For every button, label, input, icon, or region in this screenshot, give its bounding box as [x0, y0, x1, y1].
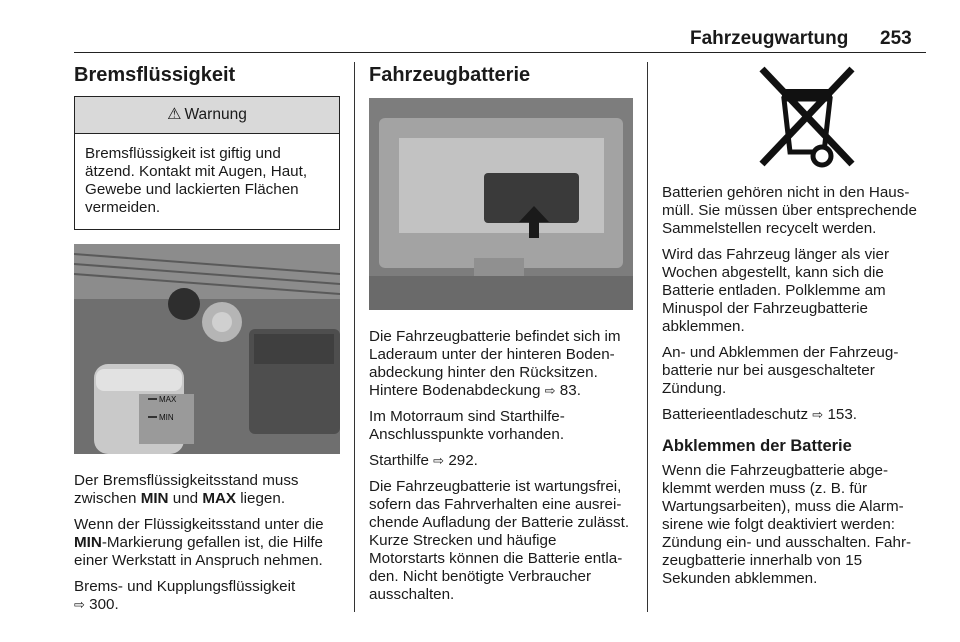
paragraph-maintenance-free: Die Fahrzeugbatterie ist wartungsfrei, sofern das Fahrverhalten eine ausreichende Aufladung der Batterie zulässt. Kurze Strecken und häufige Motorstarts können die Batterie entladen. Nicht benötigte Verbraucher ausschalten.: [369, 478, 630, 603]
brake-fluid-reservoir-photo: [74, 244, 340, 454]
warning-triangle-icon: ⚠: [167, 106, 182, 123]
paragraph-disconnect: Wenn die Fahrzeugbatterie abgeklemmt werden muss (z. B. für Wartungsarbeiten), muss die Alarmsirene wie folgt deaktiviert werden: Zündung ein- und ausschalten. Fahrzeugbatterie innerhalb von 15 Sekunden abklemmen.: [662, 462, 912, 587]
column-brake-fluid: [74, 62, 340, 622]
paragraph-disposal: Batterien gehören nicht in den Hausmüll. Sie müssen über entsprechende Sammelstellen recycelt werden.: [662, 184, 917, 237]
section-heading-battery: Fahrzeugbatterie: [369, 64, 531, 86]
paragraph-ignition-off: An- und Abklemmen der Fahrzeugbatterie nur bei ausgeschalteter Zündung.: [662, 344, 899, 397]
cargo-area-battery-photo: [369, 98, 633, 310]
section-heading-brake-fluid: Bremsflüssigkeit: [74, 64, 236, 86]
page-reference[interactable]: 300.: [89, 596, 119, 613]
page-reference[interactable]: 292.: [448, 452, 478, 469]
header-rule: [74, 52, 926, 53]
crossed-out-bin-icon: [742, 64, 872, 174]
paragraph-long-storage: Wird das Fahrzeug länger als vier Wochen abgestellt, kann sich die Batterie entladen. Polklemme am Minuspol der Fahrzeugbatterie abklemmen.: [662, 246, 890, 335]
page-number: 253: [880, 28, 912, 49]
paragraph-battery-location: Die Fahrzeugbatterie befindet sich im Laderaum unter der hinteren Bodenabdeckung hinter den Rücksitzen. Hintere Bodenabdeckung ⇨ 83.: [369, 328, 621, 399]
reference-arrow-icon: ⇨: [544, 383, 556, 398]
page-reference[interactable]: 83.: [559, 382, 581, 399]
paragraph-jump-start-ref: Starthilfe ⇨ 292.: [369, 452, 478, 469]
reference-arrow-icon: ⇨: [74, 597, 85, 612]
warning-header: [75, 97, 339, 134]
cargo-area-illustration: [369, 98, 633, 310]
warning-text: Bremsflüssigkeit ist giftig und ätzend. Kontakt mit Augen, Haut, Gewebe und lackierten Flächen vermeiden.: [85, 145, 308, 216]
paragraph-level: Der Bremsflüssigkeitsstand muss zwischen MIN und MAX liegen.: [74, 472, 299, 507]
page-reference[interactable]: 153.: [827, 406, 857, 423]
paragraph-brake-clutch-ref: Brems- und Kupplungsflüssigkeit ⇨ 300.: [74, 578, 296, 613]
paragraph-discharge-protection-ref: Batterieentladeschutz ⇨ 153.: [662, 406, 857, 423]
paragraph-below-min: Wenn der Flüssigkeitsstand unter die MIN-Markierung gefallen ist, die Hilfe einer Werkstatt in Anspruch nehmen.: [74, 516, 324, 569]
warning-title: Warnung: [184, 106, 247, 123]
column-battery-continued: [662, 62, 928, 596]
header-title: Fahrzeugwartung: [690, 28, 849, 49]
paragraph-jump-points: Im Motorraum sind StarthilfeAnschlusspunkte vorhanden.: [369, 408, 565, 443]
reference-arrow-icon: ⇨: [433, 453, 445, 468]
engine-bay-illustration: [74, 244, 340, 454]
column-divider: [647, 62, 648, 612]
min-label: MIN: [159, 413, 174, 422]
max-label: MAX: [159, 395, 177, 404]
reference-arrow-icon: ⇨: [812, 407, 824, 422]
column-divider: [354, 62, 355, 612]
column-battery: [369, 62, 633, 612]
warning-box: [74, 96, 340, 230]
subheading-disconnect: Abklemmen der Batterie: [662, 437, 852, 455]
